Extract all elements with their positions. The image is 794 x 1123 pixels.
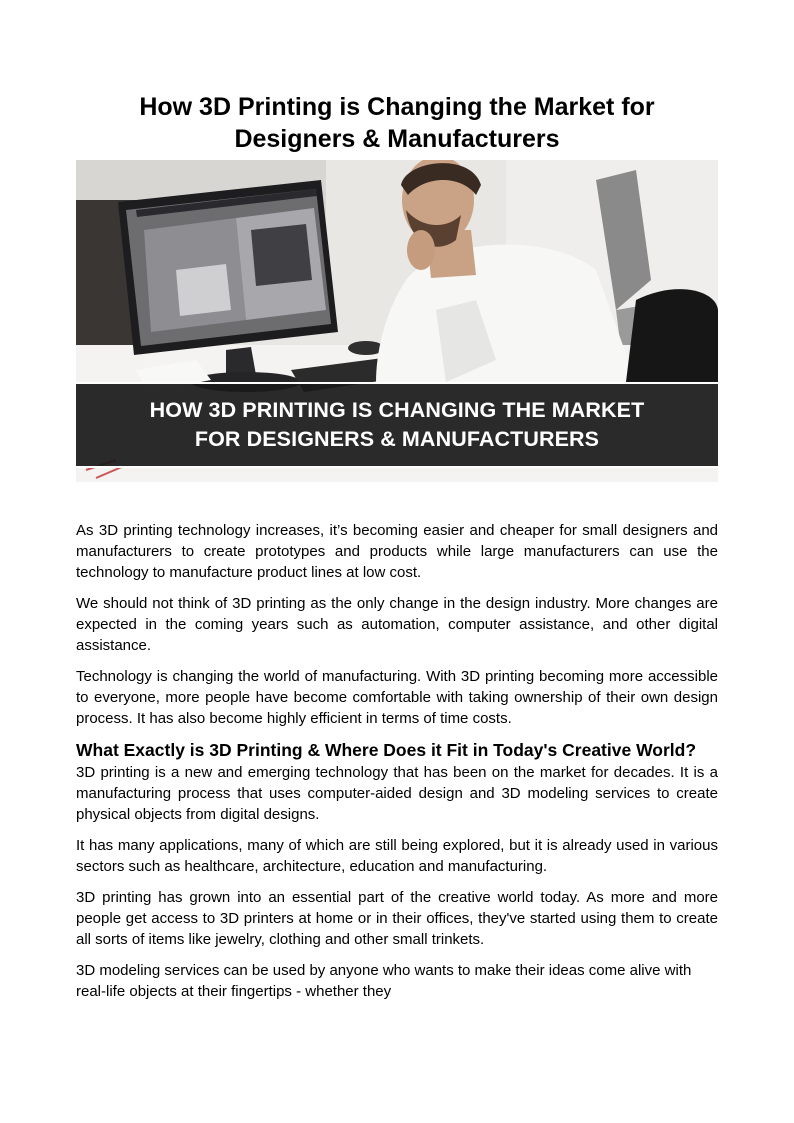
intro-paragraph-1: As 3D printing technology increases, it’s becoming easier and cheaper for small designers and manufacturers to create prototypes and products while large manufacturers can use the technology to manufacture product lines at low cost. (76, 522, 718, 581)
article-body (76, 520, 718, 1012)
hero-image (76, 160, 718, 482)
hero-banner (76, 382, 718, 468)
hero-banner-line-1: HOW 3D PRINTING IS CHANGING THE MARKET (149, 398, 645, 422)
section-paragraph-2: It has many applications, many of which are still being explored, but it is already used in various sectors such as healthcare, architecture, education and manufacturing. (76, 837, 718, 875)
section-paragraph-1: 3D printing is a new and emerging technology that has been on the market for decades. It is a manufacturing process that uses computer-aided design and 3D modeling services to create physical objects from digital designs. (76, 764, 718, 823)
intro-paragraph-2: We should not think of 3D printing as the only change in the design industry. More changes are expected in the coming years such as automation, computer assistance, and other digital assistance. (76, 595, 718, 654)
section-paragraph-4: 3D modeling services can be used by anyone who wants to make their ideas come alive with real-life objects at their fingertips - whether they (76, 962, 692, 1000)
section-paragraph-3: 3D printing has grown into an essential part of the creative world today. As more and more people get access to 3D printers at home or in their offices, they've started using them to create all sorts of items like jewelry, clothing and other small trinkets. (76, 889, 718, 948)
document-title: How 3D Printing is Changing the Market for Designers & Manufacturers (139, 93, 655, 153)
hero-banner-line-2: FOR DESIGNERS & MANUFACTURERS (194, 427, 600, 451)
intro-paragraph-3: Technology is changing the world of manufacturing. With 3D printing becoming more accessible to everyone, more people have become comfortable with taking ownership of their own design process. It has also become highly efficient in terms of time costs. (76, 668, 718, 727)
hero-banner-text (117, 396, 677, 454)
section-heading: What Exactly is 3D Printing & Where Does it Fit in Today's Creative World? (76, 740, 697, 760)
